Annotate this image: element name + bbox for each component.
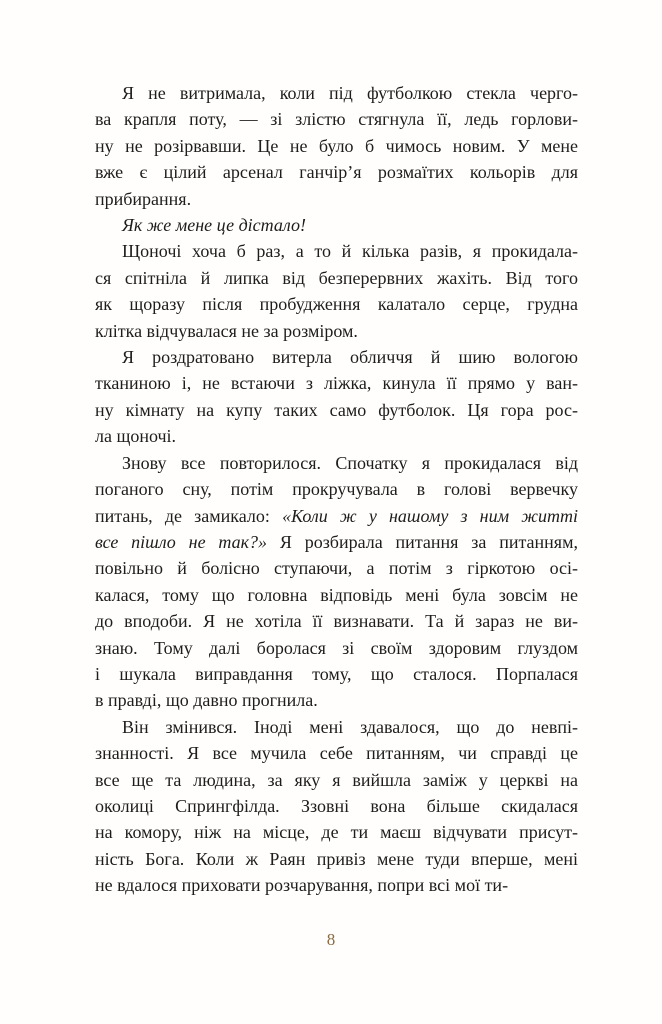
text-run: в правді, що давно прогнила. (95, 690, 318, 711)
text-run: питань, де замикало: (95, 505, 283, 526)
text-line (95, 476, 578, 502)
italic-text-run: все пішло не так?» (95, 531, 268, 552)
text-run: клітка відчувалася не за розміром. (95, 320, 358, 341)
text-run: до вподоби. Я не хотіла її визнавати. Та й зараз не ви- (95, 611, 578, 632)
paragraph (95, 212, 578, 238)
text-run: Знову все повторилося. Спочатку я прокидалася від (122, 452, 578, 473)
text-line (95, 714, 578, 740)
text-run: ну кімнату на купу таких само футболок. Ця гора рос- (95, 399, 578, 420)
italic-text-run: «Коли ж у нашому з ним житті (282, 505, 578, 526)
text-run: знанності. Я все мучила себе питанням, чи справді це (95, 743, 578, 764)
text-run: прибирання. (95, 188, 192, 209)
text-run: околиці Спрингфілда. Ззовні вона більше скидалася (95, 795, 578, 816)
paragraph (95, 80, 578, 212)
text-run: ність Бога. Коли ж Раян привіз мене туди вперше, мені (95, 848, 578, 869)
text-line (95, 582, 578, 608)
text-run: Я роздратовано витерла обличчя й шию вологою (122, 347, 578, 368)
paragraph (95, 344, 578, 450)
text-line (95, 370, 578, 396)
text-line (95, 265, 578, 291)
text-line (95, 423, 578, 449)
text-run: Я не витримала, коли під футболкою стекла черго- (122, 83, 578, 103)
text-line (95, 740, 578, 766)
text-line (95, 318, 578, 344)
text-line (95, 819, 578, 845)
text-line (95, 687, 578, 713)
text-line (95, 291, 578, 317)
text-line (95, 608, 578, 634)
text-run: знаю. Тому далі боролася зі своїм здоровим глуздом (95, 637, 578, 658)
paragraph (95, 450, 578, 714)
text-line (95, 238, 578, 264)
text-line (95, 106, 578, 132)
text-run: ла щоночі. (95, 426, 177, 447)
text-run: Я розбирала питання за питанням, (267, 531, 578, 552)
text-line (95, 133, 578, 159)
text-run: поганого сну, потім прокручувала в голові вервечку (95, 479, 578, 500)
text-run: все ще та людина, за яку я вийшла заміж у церкві на (95, 769, 578, 790)
text-run: Він змінився. Іноді мені здавалося, що до невпі- (122, 716, 578, 737)
page-text (95, 80, 578, 899)
italic-text-run: Як же мене це дістало! (122, 215, 306, 236)
text-run: ва крапля поту, — зі злістю стягнула її, ледь горлови- (95, 109, 578, 130)
text-line (95, 159, 578, 185)
text-line (95, 793, 578, 819)
text-line (95, 529, 578, 555)
text-run: вже є цілий арсенал ганчір’я розмаїтих кольорів для (95, 162, 578, 183)
text-line (95, 846, 578, 872)
text-run: тканиною і, не встаючи з ліжка, кинула її прямо у ван- (95, 373, 578, 394)
text-line (95, 344, 578, 370)
text-line (95, 397, 578, 423)
text-run: повільно й болісно ступаючи, а потім з гіркотою осі- (95, 558, 578, 579)
text-line (95, 872, 578, 898)
paragraph (95, 714, 578, 899)
text-run: як щоразу після пробудження калатало серце, грудна (95, 294, 578, 315)
text-line (95, 661, 578, 687)
text-line (95, 80, 578, 106)
text-run: калася, тому що головна відповідь мені була зовсім не (95, 584, 578, 605)
text-line (95, 767, 578, 793)
text-line (95, 635, 578, 661)
paragraph (95, 238, 578, 344)
text-line (95, 212, 578, 238)
text-line (95, 186, 578, 212)
text-run: ся спітніла й липка від безперервних жахіть. Від того (95, 267, 578, 288)
text-run: Щоночі хоча б раз, а то й кілька разів, я прокидала- (122, 241, 578, 262)
page-number: 8 (326, 930, 336, 949)
text-line (95, 450, 578, 476)
text-run: не вдалося приховати розчарування, попри всі мої ти- (95, 875, 509, 896)
text-line (95, 555, 578, 581)
text-run: і шукала виправдання тому, що сталося. Порпалася (95, 663, 578, 684)
text-run: на комору, ніж на місце, де ти маєш відчувати присут- (95, 822, 578, 843)
text-run: ну не розірвавши. Це не було б чимось новим. У мене (95, 135, 578, 156)
text-line (95, 503, 578, 529)
